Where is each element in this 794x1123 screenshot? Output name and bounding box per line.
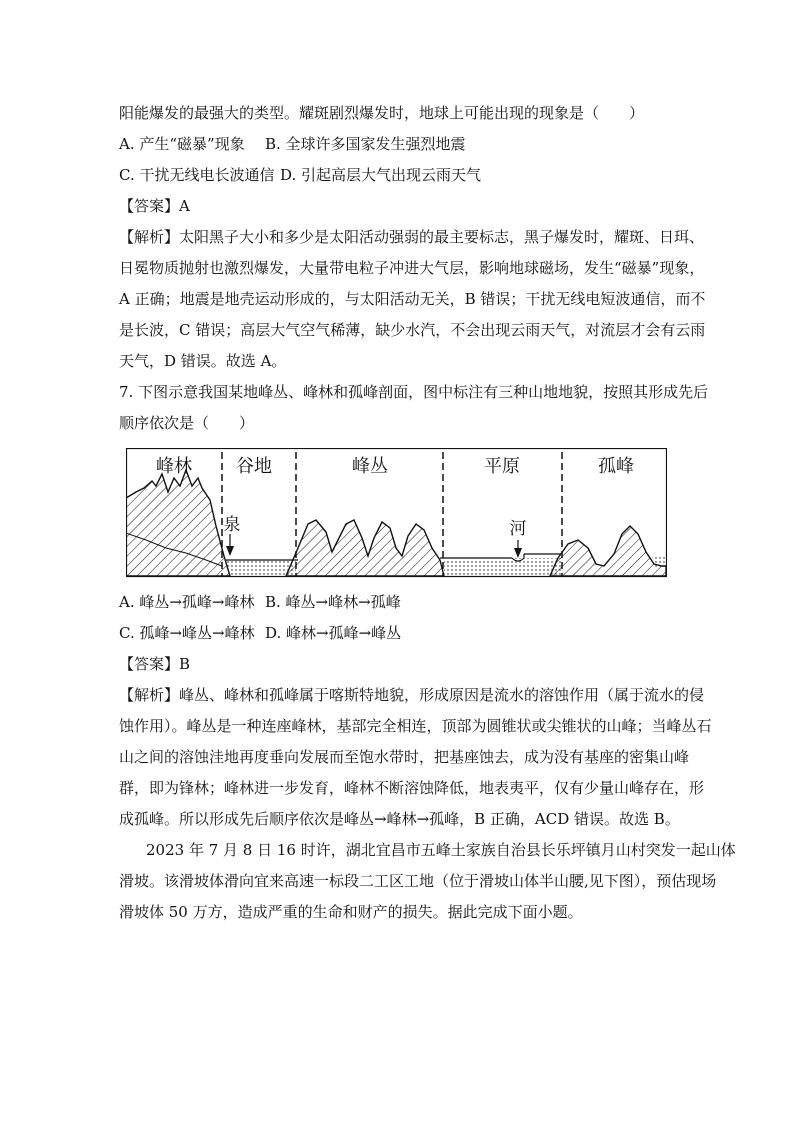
zone-label-peak-forest: 峰林 xyxy=(156,456,192,477)
valley-sediment xyxy=(226,560,296,576)
spring-arrow-head xyxy=(226,546,234,556)
q7-option-b: B. 峰丛→峰林→孤峰 xyxy=(265,593,401,611)
zone-label-valley: 谷地 xyxy=(236,456,272,477)
q6-explanation-line-1: 【解析】太阳黑子大小和多少是太阳活动强弱的最主要标志，黑子爆发时，耀斑、日珥、 xyxy=(119,228,705,246)
q7-explanation-line-2: 蚀作用）。峰丛是一种连座峰林，基部完全相连，顶部为圆锥状或尖锥状的山峰；当峰丛石 xyxy=(119,717,712,735)
karst-profile-figure xyxy=(126,448,667,578)
passage-line-1: 2023 年 7 月 8 日 16 时许，湖北宜昌市五峰土家族自治县长乐坪镇月山村突发一起山体 xyxy=(146,841,736,859)
q6-explanation-line-4: 是长波，C 错误；高层大气空气稀薄，缺少水汽，不会出现云雨天气，对流层才会有云雨 xyxy=(119,321,706,339)
zone-label-isolated-peak: 孤峰 xyxy=(598,456,634,477)
q7-answer: 【答案】B xyxy=(119,655,191,673)
q7-option-d: D. 峰林→孤峰→峰丛 xyxy=(265,624,402,642)
q7-explanation-line-3: 山之间的溶蚀洼地再度垂向发展而至饱水带时，把基座蚀去，成为没有基座的密集山峰 xyxy=(119,748,690,766)
river-label: 河 xyxy=(509,519,527,539)
peak-cluster-hills xyxy=(286,520,444,576)
q7-explanation-line-5: 成孤峰。所以形成先后顺序依次是峰丛→峰林→孤峰，B 正确，ACD 错误。故选 B。 xyxy=(119,810,680,828)
q7-explanation-line-4: 群，即为锋林；峰林进一步发育，峰林不断溶蚀降低，地表夷平，仅有少量山峰存在，形 xyxy=(119,779,705,797)
river-arrow-head xyxy=(514,548,522,558)
q6-option-d: D. 引起高层大气出现云雨天气 xyxy=(280,166,482,184)
q6-stem-line: 阳能爆发的最强大的类型。耀斑剧烈爆发时，地球上可能出现的现象是（ ） xyxy=(119,104,645,122)
q6-explanation-line-5: 天气，D 错误。故选 A。 xyxy=(119,352,287,370)
q7-option-a: A. 峰丛→孤峰→峰林 xyxy=(119,593,255,611)
q6-explanation-line-3: A 正确；地震是地壳运动形成的，与太阳活动无关，B 错误；干扰无线电短波通信，而不 xyxy=(119,290,706,308)
isolated-peak-hills xyxy=(550,526,666,576)
zone-label-peak-cluster: 峰丛 xyxy=(352,456,388,477)
passage-line-3: 滑坡体 50 万方，造成严重的生命和财产的损失。据此完成下面小题。 xyxy=(119,903,583,921)
q6-explanation-line-2: 日冕物质抛射也激烈爆发，大量带电粒子冲进大气层，影响地球磁场，发生“磁暴”现象， xyxy=(119,259,705,277)
q7-option-c: C. 孤峰→峰丛→峰林 xyxy=(119,624,255,642)
q7-explanation-line-1: 【解析】峰丛、峰林和孤峰属于喀斯特地貌，形成原因是流水的溶蚀作用（属于流水的侵 xyxy=(119,686,705,704)
q6-answer: 【答案】A xyxy=(119,197,190,215)
karst-profile-svg xyxy=(126,448,667,578)
spring-label: 泉 xyxy=(223,515,241,535)
zone-label-plain: 平原 xyxy=(484,456,520,477)
plain-sediment xyxy=(444,558,562,576)
q7-stem-line-1: 7. 下图示意我国某地峰丛、峰林和孤峰剖面，图中标注有三种山地地貌，按照其形成先后 xyxy=(119,383,709,401)
passage-line-2: 滑坡。该滑坡体滑向宜来高速一标段二工区工地（位于滑坡山体半山腰,见下图），预估现场 xyxy=(119,872,717,890)
q7-stem-line-2: 顺序依次是（ ） xyxy=(119,414,255,432)
q6-option-c: C. 干扰无线电长波通信 xyxy=(119,166,275,184)
right-sediment xyxy=(652,556,666,568)
q6-option-a: A. 产生“磁暴”现象 xyxy=(119,135,245,153)
peak-forest-hill xyxy=(126,470,230,576)
q6-option-b: B. 全球许多国家发生强烈地震 xyxy=(265,135,466,153)
